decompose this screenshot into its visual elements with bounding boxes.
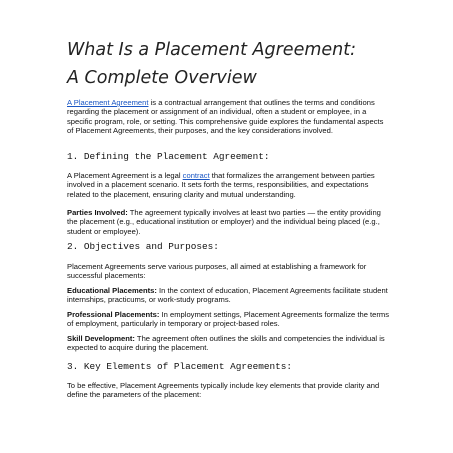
parties-involved-text: The agreement typically involves at least two parties — the entity providing the placement (e.g., educational institution or employer) and the individual being placed (e.g., student or employee). [67, 208, 381, 236]
educational-placements-label: Educational Placements: [67, 286, 157, 295]
section-1-heading: 1. Defining the Placement Agreement: [67, 151, 270, 162]
professional-placements-label: Professional Placements: [67, 310, 160, 319]
skill-development-text: The agreement often outlines the skills and competencies the individual is expected to acquire during the placement. [67, 334, 385, 353]
parties-involved-paragraph [67, 208, 391, 236]
section-3-heading: 3. Key Elements of Placement Agreements: [67, 361, 293, 372]
definition-text-before: A Placement Agreement is a legal [67, 171, 183, 180]
professional-placements-paragraph [67, 310, 391, 329]
contract-link[interactable]: contract [182, 171, 210, 180]
section-1-definition-paragraph [67, 171, 391, 199]
section-2-heading: 2. Objectives and Purposes: [67, 241, 219, 252]
placement-agreement-link[interactable]: A Placement Agreement [67, 98, 149, 107]
intro-text: is a contractual arrangement that outlines the terms and conditions regarding the placement or assignment of an individual, often a student or employee, in a specific program, role, or setting. This comprehensive guide explores the fundamental aspects of Placement Agreements, their purposes, and the key considerations involved. [67, 98, 384, 136]
educational-placements-paragraph [67, 286, 391, 305]
section-2-intro-paragraph: Placement Agreements serve various purposes, all aimed at establishing a framework for successful placements: [67, 262, 367, 281]
intro-paragraph [67, 98, 391, 136]
parties-involved-label: Parties Involved: [67, 208, 128, 217]
document-title-line-2: A Complete Overview [67, 68, 257, 88]
definition-text-after: that formalizes the arrangement between parties involved in a placement scenario. It sets forth the terms, responsibilities, and expectations related to the placement, ensuring clarity and mutual understanding. [67, 171, 375, 199]
document-title-line-1: What Is a Placement Agreement: [67, 40, 356, 60]
skill-development-paragraph [67, 334, 391, 353]
section-3-intro-paragraph: To be effective, Placement Agreements typically include key elements that provide clarity and define the parameters of the placement: [67, 381, 380, 400]
professional-placements-text: In employment settings, Placement Agreements formalize the terms of employment, particularly in temporary or project-based roles. [67, 310, 390, 329]
skill-development-label: Skill Development: [67, 334, 135, 343]
educational-placements-text: In the context of education, Placement Agreements facilitate student internships, practicums, or work-study programs. [67, 286, 388, 305]
